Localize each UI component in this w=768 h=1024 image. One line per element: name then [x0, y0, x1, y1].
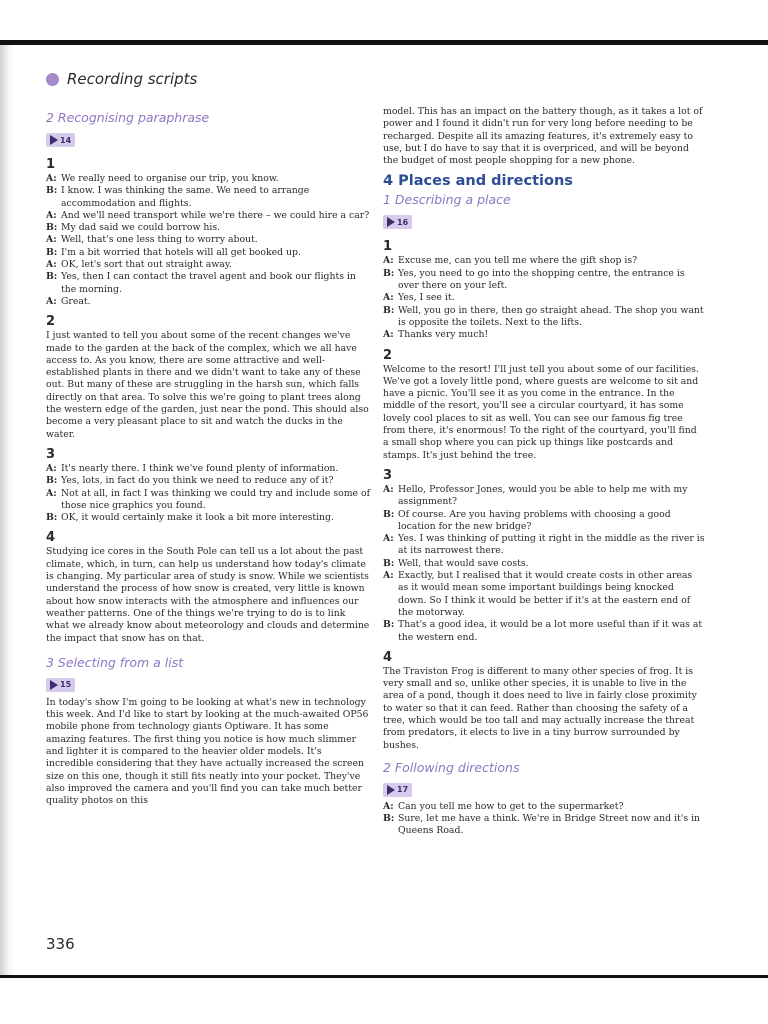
dialogue-text: My dad said we could borrow his. [61, 222, 221, 234]
monologue-paragraph: I just wanted to tell you about some of the recent changes we've made to the garden at the back of the complex, which we all have access to. As you know, there are some attractive and well-established plants in there and we didn't want to take any of these out. But many of these are struggling in the harsh sun, which falls directly on that area. To solve this we're going to plant trees along the western edge of the garden, just near the pond. This should also become a very pleasant place to sit and watch the ducks in the water. [46, 330, 369, 440]
play-icon [387, 785, 395, 795]
dialogue-line [46, 259, 371, 271]
dialogue-text: Well, you go in there, then go straight ahead. The shop you want is opposite the toilets. Next to the lifts. [398, 304, 704, 328]
dialogue [46, 463, 371, 524]
monologue-paragraph: Welcome to the resort! I'll just tell you about some of our facilities. We've got a lovely little pond, where guests are welcome to sit and have a picnic. You'll see it as you come in the entrance. In the middle of the resort, you'll see a circular courtyard, it has some lovely cool places to sit as well. You can see our famous fig tree from there, it's enormous! To the right of the courtyard, you'll find a small shop where you can pick up things like postcards and stamps. It's just behind the tree. [383, 363, 699, 461]
dialogue-text: Exactly, but I realised that it would create costs in other areas as it would mean some important buildings being knocked down. So I think it would be better if it's at the eastern end of the motorway. [398, 570, 693, 618]
speaker-label: B: [383, 813, 395, 825]
dialogue-text: Yes, then I can contact the travel agent and book our flights in the morning. [61, 271, 356, 295]
item-number: 2 [383, 347, 393, 363]
item-number: 1 [383, 239, 393, 255]
track-number: 16 [397, 217, 409, 227]
dialogue [383, 484, 705, 644]
speaker-label: A: [46, 234, 57, 246]
dialogue-line [46, 173, 371, 185]
dialogue-text: And we'll need transport while we're there – we could hire a car? [61, 209, 370, 221]
speaker-label: B: [46, 271, 58, 283]
section-title-places-directions: 4 Places and directions [383, 173, 573, 190]
track-number: 17 [397, 785, 409, 795]
left-column [46, 110, 371, 810]
dialogue-line [383, 268, 705, 293]
dialogue-line [383, 813, 705, 838]
dialogue-line [46, 296, 371, 308]
top-border [0, 40, 768, 45]
dialogue-line [383, 305, 705, 330]
speaker-label: A: [46, 209, 57, 221]
item-number: 3 [46, 446, 56, 462]
audio-track-badge[interactable] [46, 133, 75, 147]
audio-track-badge[interactable] [383, 215, 412, 229]
speaker-label: B: [383, 508, 395, 520]
dialogue-text: Yes, I see it. [398, 292, 455, 304]
dialogue-line [383, 533, 705, 558]
speaker-label: A: [383, 800, 394, 812]
dialogue-text: Well, that's one less thing to worry about. [61, 234, 258, 246]
dialogue-text: We really need to organise our trip, you know. [61, 173, 279, 184]
dialogue-text: Not at all, in fact I was thinking we could try and include some of those nice graphics you found. [61, 487, 371, 511]
speaker-label: B: [383, 619, 395, 631]
speaker-label: A: [383, 483, 394, 495]
dialogue-line [46, 247, 371, 259]
dialogue-text: Well, that would save costs. [398, 557, 529, 569]
speaker-label: B: [46, 222, 58, 234]
speaker-label: B: [383, 557, 395, 569]
speaker-label: B: [383, 304, 395, 316]
dialogue [46, 173, 371, 308]
item-number: 1 [46, 157, 56, 172]
speaker-label: A: [383, 570, 394, 582]
subheading-recognising-paraphrase: 2 Recognising paraphrase [46, 110, 210, 125]
continued-paragraph: model. This has an impact on the battery though, as it takes a lot of power and I found it didn't run for very long before needing to be recharged. Despite all its amazing features, it's extremely easy to use, but I do have to say that it is overpriced, and will be beyond the budget of most people shopping for a new phone. [383, 106, 703, 167]
dialogue-line [46, 463, 371, 475]
bottom-border [0, 975, 768, 978]
subheading-selecting-from-list: 3 Selecting from a list [46, 654, 184, 670]
dialogue-text: Yes, you need to go into the shopping centre, the entrance is over there on your left. [398, 267, 685, 292]
speaker-label: A: [46, 259, 57, 271]
dialogue-text: Excuse me, can you tell me where the gift shop is? [398, 255, 638, 267]
dialogue-text: Of course. Are you having problems with choosing a good location for the new bridge? [398, 508, 671, 532]
speaker-label: A: [383, 329, 394, 341]
audio-track-badge[interactable] [46, 678, 75, 692]
bullet-dot-icon [46, 73, 59, 86]
speaker-label: B: [46, 246, 58, 258]
dialogue-text: Yes. I was thinking of putting it right in the middle as the river is at its narrowest there. [398, 533, 705, 557]
dialogue-line [383, 570, 705, 619]
dialogue-text: Can you tell me how to get to the supermarket? [398, 800, 624, 812]
speaker-label: A: [46, 462, 57, 474]
speaker-label: B: [46, 512, 58, 524]
speaker-label: A: [383, 255, 394, 267]
play-icon [387, 217, 395, 227]
dialogue-line [383, 292, 705, 304]
monologue-paragraph: In today's show I'm going to be looking at what's new in technology this week. And I'd like to start by looking at the much-awaited OP56 mobile phone from technology giants Optiware. It has some amazing features. The first thing you notice is how much slimmer and lighter it is compared to the heavier older models. It's incredible considering that they have actually increased the screen size on this one, though it still fits neatly into your pocket. They've also improved the camera and you'll find you can take much better quality photos on this [46, 696, 369, 807]
right-column [383, 105, 705, 838]
track-number: 14 [60, 135, 72, 145]
dialogue-line [383, 255, 705, 267]
track-number: 15 [60, 680, 72, 690]
speaker-label: B: [46, 185, 58, 197]
subheading-describing-place: 1 Describing a place [383, 192, 511, 208]
speaker-label: A: [46, 173, 57, 184]
dialogue-line [383, 801, 705, 813]
dialogue-line [46, 185, 371, 210]
speaker-label: B: [46, 475, 58, 487]
play-icon [50, 135, 58, 145]
page-edge-shadow [0, 45, 14, 975]
dialogue-line [383, 509, 705, 534]
play-icon [50, 680, 58, 690]
dialogue-text: I'm a bit worried that hotels will all get booked up. [61, 246, 301, 258]
speaker-label: A: [383, 292, 394, 304]
dialogue-line [383, 329, 705, 341]
item-number: 4 [46, 530, 56, 546]
dialogue-text: Great. [61, 295, 91, 307]
dialogue-line [46, 210, 371, 222]
speaker-label: A: [46, 487, 57, 499]
dialogue-text: OK, it would certainly make it look a bit more interesting. [61, 512, 334, 524]
dialogue-line [46, 234, 371, 246]
monologue-paragraph: Studying ice cores in the South Pole can tell us a lot about the past climate, which, in turn, can help us understand how today's climate is changing. My particular area of study is snow. While we scientists understand the process of how snow is created, very little is known about how snow interacts with the atmosphere and influences our weather patterns. One of the things we're trying to do is to link what we already know about meteorology and clouds and determine the impact that snow has on that. [46, 546, 370, 644]
dialogue-text: That's a good idea, it would be a lot more useful than if it was at the western end. [398, 619, 703, 643]
speaker-label: B: [383, 267, 395, 279]
item-number: 2 [46, 314, 56, 330]
page-number: 336 [46, 935, 75, 953]
monologue-paragraph: The Traviston Frog is different to many other species of frog. It is very small and so, unlike other species, it is unable to live in the area of a pond, though it does need to live in fairly close proximity to water so that it can feed. Rather than choosing the safety of a tree, which would be too tall and may actually increase the threat from predators, it elects to live in a tiny burrow surrounded by bushes. [383, 665, 697, 751]
subheading-following-directions: 2 Following directions [383, 759, 520, 775]
dialogue [383, 801, 705, 838]
dialogue-line [46, 488, 371, 513]
speaker-label: A: [383, 533, 394, 545]
dialogue-line [383, 619, 705, 644]
dialogue-line [383, 484, 705, 509]
dialogue-text: Sure, let me have a think. We're in Bridge Street now and it's in Queens Road. [398, 813, 701, 837]
item-number: 3 [383, 467, 393, 483]
audio-track-badge[interactable] [383, 783, 412, 797]
speaker-label: A: [46, 295, 57, 307]
page-header [46, 70, 197, 88]
dialogue-text: I know. I was thinking the same. We need to arrange accommodation and flights. [61, 185, 310, 209]
dialogue-text: Thanks very much! [398, 329, 489, 341]
dialogue-line [46, 271, 371, 296]
item-number: 4 [383, 649, 393, 665]
dialogue-text: Yes, lots, in fact do you think we need to reduce any of it? [61, 475, 334, 487]
dialogue-line [46, 222, 371, 234]
dialogue-line [46, 475, 371, 487]
dialogue [383, 255, 705, 341]
dialogue-text: OK, let's sort that out straight away. [61, 259, 232, 271]
header-title: Recording scripts [67, 70, 198, 88]
dialogue-line [46, 512, 371, 524]
dialogue-text: Hello, Professor Jones, would you be able to help me with my assignment? [398, 483, 688, 508]
dialogue-text: It's nearly there. I think we've found plenty of information. [61, 462, 339, 474]
dialogue-line [383, 558, 705, 570]
